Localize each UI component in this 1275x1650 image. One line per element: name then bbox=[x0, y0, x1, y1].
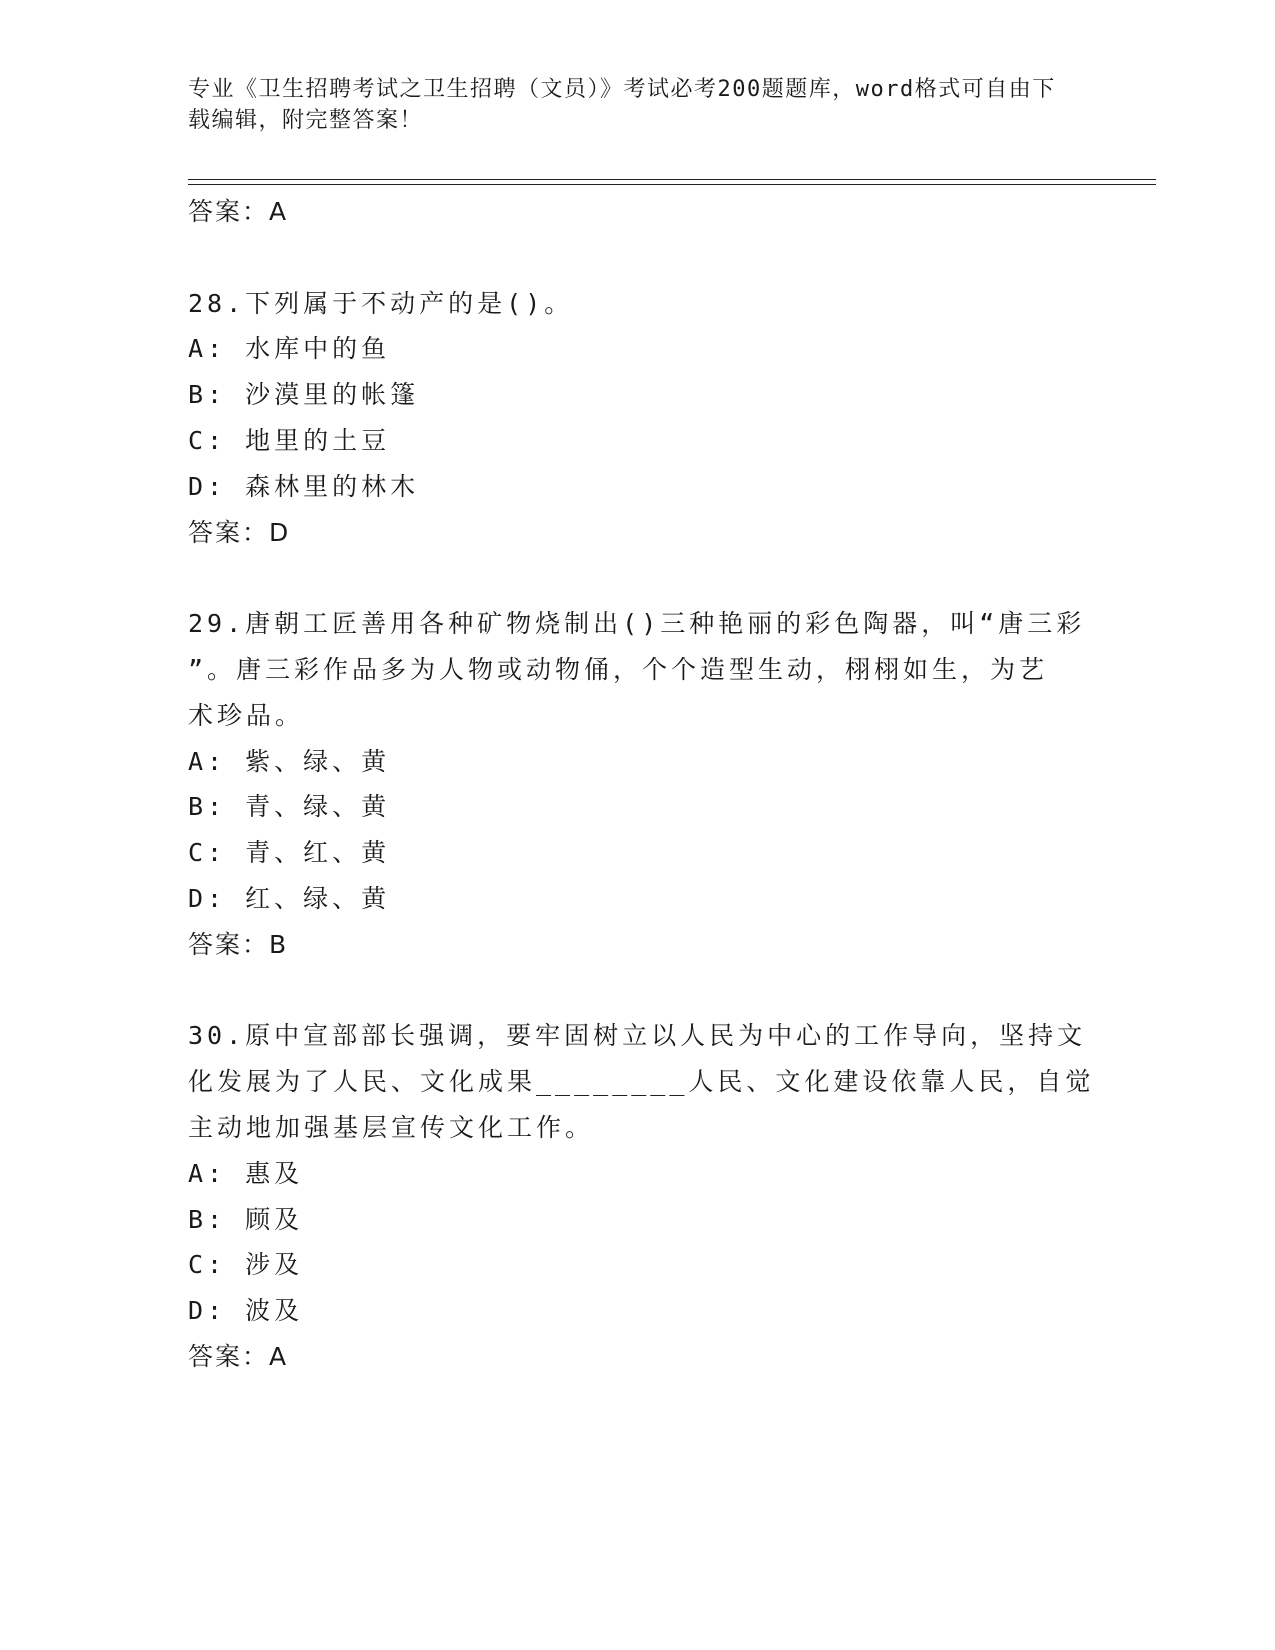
question-text-line: 主动地加强基层宣传文化工作。 bbox=[188, 1112, 595, 1142]
option-c: C: 青、红、黄 bbox=[188, 838, 391, 868]
spacer bbox=[188, 968, 1088, 1014]
answer-value: A bbox=[269, 197, 289, 226]
option-d: D: 森林里的林木 bbox=[188, 471, 420, 501]
question-text: 28.下列属于不动产的是()。 bbox=[188, 288, 574, 318]
question-text-line: 化发展为了人民、文化成果________人民、文化建设依靠人民，自觉 bbox=[188, 1067, 1095, 1097]
answer-line bbox=[188, 189, 1088, 235]
question-30 bbox=[188, 1013, 1095, 1379]
question-text-line: 29.唐朝工匠善用各种矿物烧制出()三种艳丽的彩色陶器，叫“唐三彩 bbox=[188, 609, 1086, 639]
option-d: D: 波及 bbox=[188, 1296, 304, 1326]
answer-value: A bbox=[269, 1341, 289, 1371]
answer-label: 答案： bbox=[188, 929, 270, 959]
header-divider-top bbox=[188, 179, 1156, 180]
spacer bbox=[188, 235, 1088, 281]
option-a: A: 紫、绿、黄 bbox=[188, 746, 391, 776]
page-header-text: 专业《卫生招聘考试之卫生招聘（文员）》考试必考200题题库，word格式可自由下载编辑，附完整答案！ bbox=[188, 77, 1056, 133]
answer-value: B bbox=[269, 929, 289, 959]
answer-line bbox=[188, 510, 1088, 556]
option-a: A: 惠及 bbox=[188, 1158, 304, 1188]
answer-label: 答案： bbox=[188, 1341, 270, 1371]
document-content bbox=[188, 189, 1095, 1380]
answer-label: 答案： bbox=[188, 517, 270, 547]
question-text-line: ”。唐三彩作品多为人物或动物俑，个个造型生动，栩栩如生，为艺 bbox=[188, 654, 1049, 684]
option-b: B: 顾及 bbox=[188, 1204, 304, 1234]
option-b: B: 沙漠里的帐篷 bbox=[188, 380, 420, 410]
header-divider-bottom bbox=[188, 184, 1156, 185]
spacer bbox=[188, 555, 1088, 601]
option-c: C: 涉及 bbox=[188, 1250, 304, 1280]
question-text-line: 术珍品。 bbox=[188, 700, 305, 730]
answer-label: 答案： bbox=[188, 197, 270, 226]
question-28 bbox=[188, 281, 1088, 556]
answer-line bbox=[188, 922, 1088, 968]
option-c: C: 地里的土豆 bbox=[188, 425, 391, 455]
question-29 bbox=[188, 601, 1088, 967]
option-a: A: 水库中的鱼 bbox=[188, 334, 391, 364]
question-text-line: 30.原中宣部部长强调，要牢固树立以人民为中心的工作导向，坚持文 bbox=[188, 1021, 1087, 1051]
option-b: B: 青、绿、黄 bbox=[188, 792, 391, 822]
answer-line bbox=[188, 1334, 1088, 1380]
answer-value: D bbox=[269, 517, 291, 547]
option-d: D: 红、绿、黄 bbox=[188, 883, 391, 913]
